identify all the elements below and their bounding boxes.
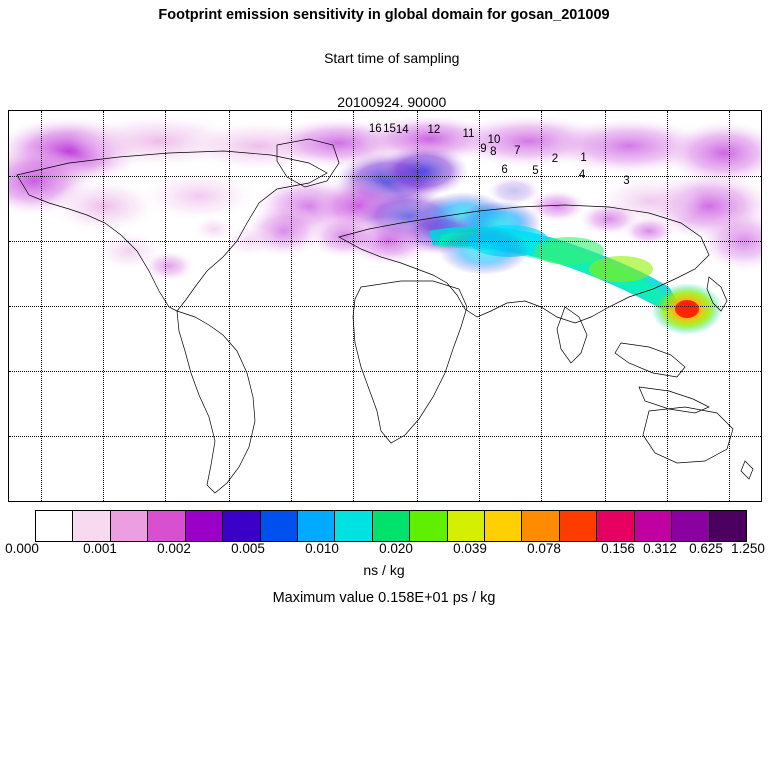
start-time-label: Start time of sampling [324,50,460,66]
gridline-lat-eq [9,306,761,307]
colorbar-swatch [36,511,73,541]
colorbar-swatch [448,511,485,541]
colorbar-swatch [710,511,746,541]
trajectory-hour-label: 4 [578,168,586,181]
colorbar-tick: 0.005 [231,541,265,556]
colorbar-tick: 0.010 [305,541,339,556]
trajectory-hour-label: 9 [480,143,487,156]
trajectory-hour-label: 11 [462,127,475,140]
trajectory-hour-label: 2 [551,152,559,165]
trajectory-hour-label: 7 [514,145,521,158]
colorbar-swatch [298,511,335,541]
colorbar-swatch [410,511,447,541]
colorbar-tick: 0.000 [5,541,39,556]
colorbar-swatch [635,511,672,541]
trajectory-hour-label: 12 [427,123,441,136]
trajectory-hour-label: 15 [383,122,396,135]
colorbar-swatch [373,511,410,541]
map-canvas [9,111,761,501]
colorbar-tick: 0.002 [157,541,191,556]
trajectory-hour-label: 8 [490,145,497,158]
colorbar-swatch [186,511,223,541]
trajectory-hour-label: 14 [395,123,409,136]
colorbar-swatch [73,511,110,541]
start-time-value: 20100924. 90000 [337,94,447,110]
gridline-lat-60s [9,436,761,437]
gridline-lat-30n [9,241,761,242]
trajectory-hour-label: 3 [623,175,630,188]
colorbar-unit-label: ns / kg [363,562,405,578]
colorbar-swatch [111,511,148,541]
colorbar-tick: 0.312 [643,541,677,556]
colorbar-tick: 1.250 [731,541,765,556]
colorbar-swatch [560,511,597,541]
colorbar-swatch [597,511,634,541]
page-title: Footprint emission sensitivity in global domain for gosan_201009 [158,7,610,23]
map-panel [8,110,762,502]
colorbar-swatch [522,511,559,541]
trajectory-hour-label: 5 [532,165,539,178]
colorbar-tick: 0.625 [689,541,723,556]
colorbar-swatch [485,511,522,541]
colorbar-swatch [672,511,709,541]
maximum-value-label: Maximum value 0.158E+01 ps / kg [272,590,496,606]
colorbar-swatch [261,511,298,541]
colorbar [35,510,747,542]
colorbar-swatch [148,511,185,541]
colorbar-tick: 0.039 [453,541,487,556]
trajectory-hour-label: 6 [501,164,508,177]
colorbar-tick-labels [0,541,768,557]
colorbar-tick: 0.001 [83,541,117,556]
gridline-lat-60n [9,176,761,177]
colorbar-swatch [223,511,260,541]
colorbar-tick: 0.156 [601,541,635,556]
trajectory-hour-label: 16 [368,122,382,135]
trajectory-hour-label: 1 [580,151,587,164]
colorbar-tick: 0.020 [379,541,413,556]
colorbar-tick: 0.078 [527,541,561,556]
trajectory-hour-label: 10 [487,134,501,147]
gridline-lat-30s [9,371,761,372]
colorbar-swatch [335,511,372,541]
